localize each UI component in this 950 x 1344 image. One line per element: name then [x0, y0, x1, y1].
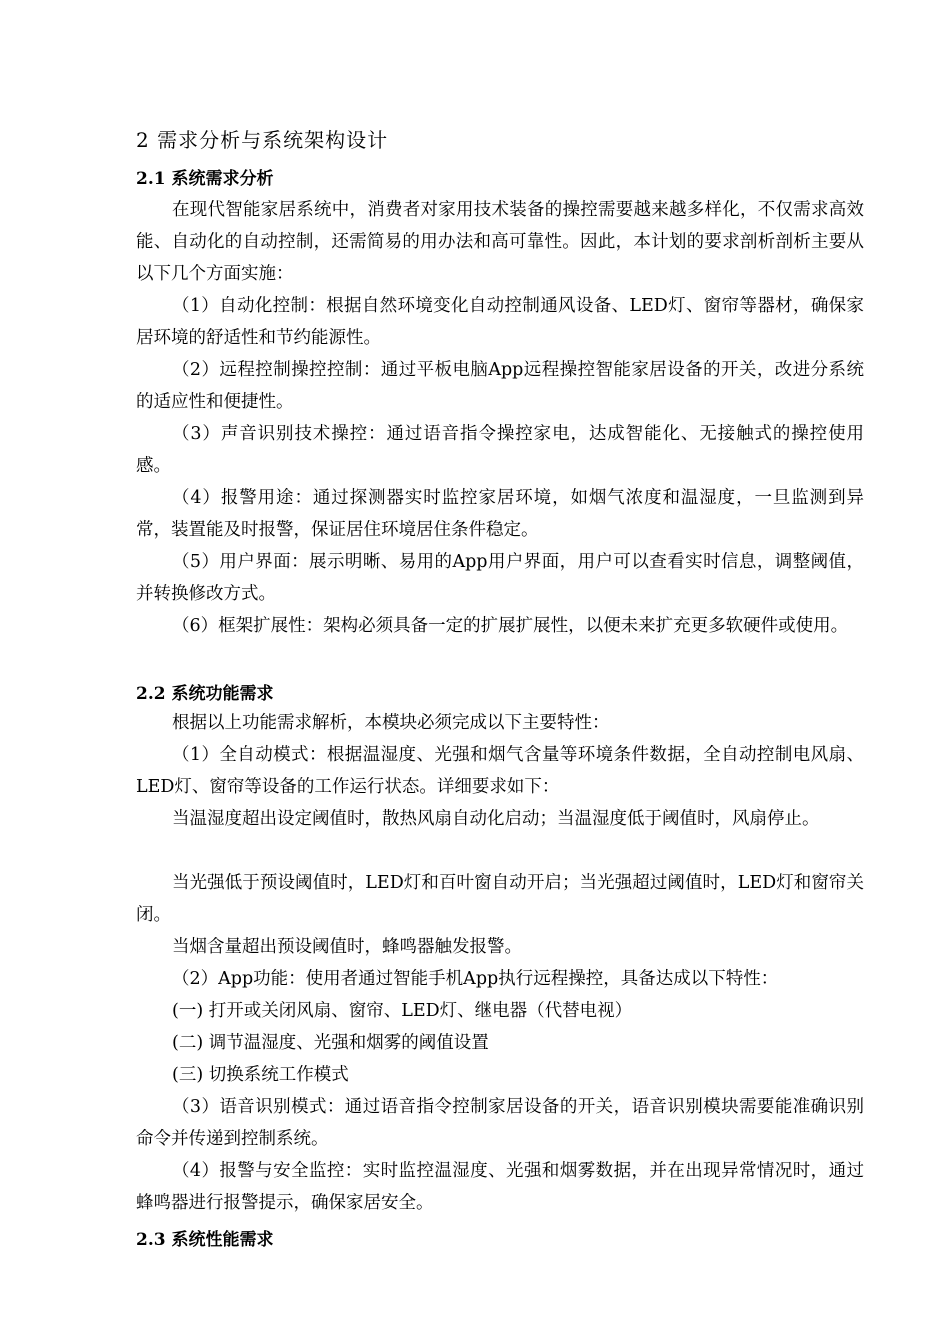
paragraph: （4）报警用途：通过探测器实时监控家居环境，如烟气浓度和温湿度，一旦监测到异常，装置能及时报警，保证居住环境居住条件稳定。	[136, 488, 864, 540]
paragraph: （4）报警与安全监控：实时监控温湿度、光强和烟雾数据，并在出现异常情况时，通过蜂鸣器进行报警提示，确保家居安全。	[136, 1161, 864, 1213]
list-item: (二) 调节温湿度、光强和烟雾的阈值设置	[172, 1033, 489, 1053]
section-title-2-3: 2.3 系统性能需求	[136, 1230, 274, 1250]
paragraph: （6）框架扩展性：架构必须具备一定的扩展扩展性，以便未来扩充更多软硬件或使用。	[172, 616, 849, 636]
chapter-title: 2 需求分析与系统架构设计	[136, 128, 389, 152]
paragraph: 根据以上功能需求解析，本模块必须完成以下主要特性：	[172, 713, 610, 733]
paragraph: 当温湿度超出设定阈值时，散热风扇自动化启动；当温湿度低于阈值时，风扇停止。	[172, 809, 820, 829]
list-item: (一) 打开或关闭风扇、窗帘、LED灯、继电器（代替电视）	[172, 1001, 633, 1021]
paragraph: （3）声音识别技术操控：通过语音指令操控家电，达成智能化、无接触式的操控使用感。	[136, 424, 864, 476]
section-title-2-2: 2.2 系统功能需求	[136, 684, 274, 704]
paragraph: （1）自动化控制：根据自然环境变化自动控制通风设备、LED灯、窗帘等器材，确保家居环境的舒适性和节约能源性。	[136, 296, 864, 348]
paragraph: （3）语音识别模式：通过语音指令控制家居设备的开关，语音识别模块需要能准确识别命令并传递到控制系统。	[136, 1097, 864, 1149]
paragraph: 当光强低于预设阈值时，LED灯和百叶窗自动开启；当光强超过阈值时，LED灯和窗帘关闭。	[136, 873, 864, 925]
paragraph: （1）全自动模式：根据温湿度、光强和烟气含量等环境条件数据，全自动控制电风扇、LED灯、窗帘等设备的工作运行状态。详细要求如下：	[136, 745, 864, 797]
paragraph: 当烟含量超出预设阈值时，蜂鸣器触发报警。	[172, 937, 522, 957]
paragraph: （5）用户界面：展示明晰、易用的App用户界面，用户可以查看实时信息，调整阈值，并转换修改方式。	[136, 552, 864, 604]
section-title-2-1: 2.1 系统需求分析	[136, 169, 274, 189]
paragraph: （2）远程控制操控控制：通过平板电脑App远程操控智能家居设备的开关，改进分系统的适应性和便捷性。	[136, 360, 864, 412]
paragraph: （2）App功能：使用者通过智能手机App执行远程操控，具备达成以下特性：	[172, 969, 779, 989]
list-item: (三) 切换系统工作模式	[172, 1065, 349, 1085]
paragraph: 在现代智能家居系统中，消费者对家用技术装备的操控需要越来越多样化，不仅需求高效能、自动化的自动控制，还需简易的用办法和高可靠性。因此，本计划的要求剖析剖析主要从以下几个方面实施：	[136, 200, 864, 284]
